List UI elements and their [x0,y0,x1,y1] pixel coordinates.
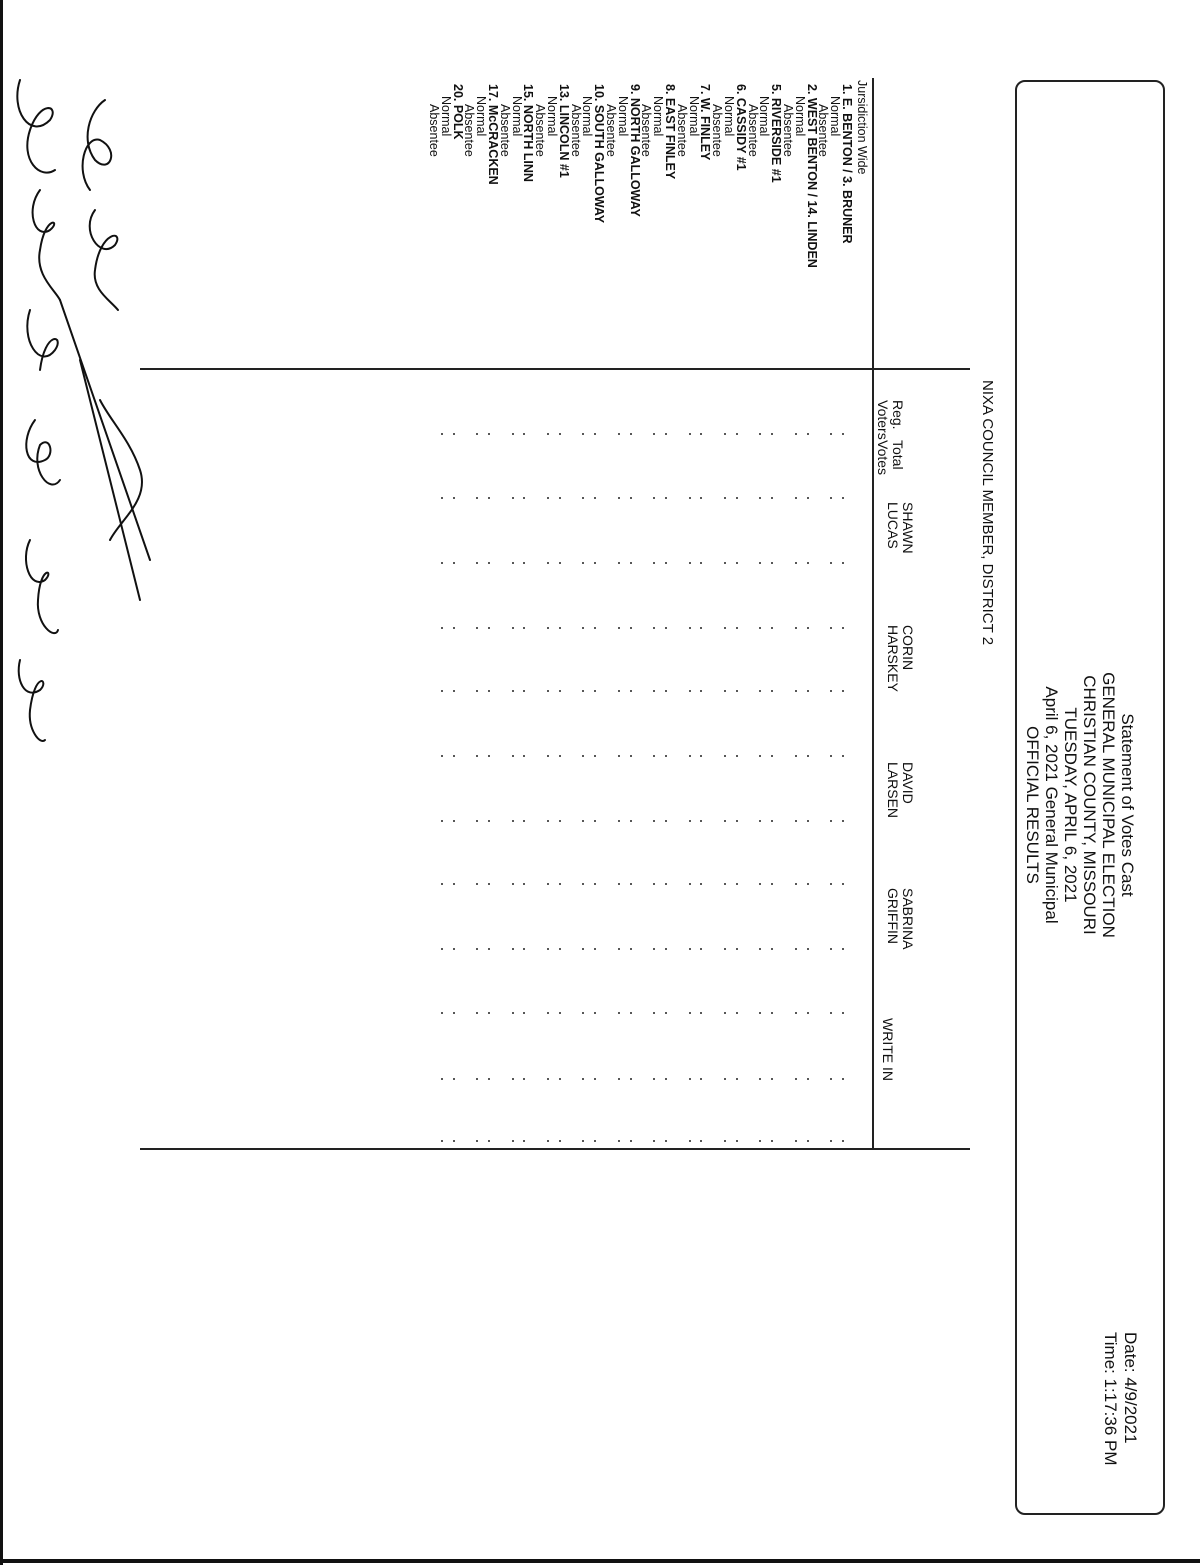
column-header-line: WRITE IN [880,1018,896,1081]
title-line: April 6, 2021 General Municipal [1042,686,1061,924]
precinct-label: 7. W. FINLEY [698,84,713,161]
vote-type-label: Normal [792,96,807,137]
column-header-line: Total [890,440,906,470]
report-date: Date: 4/9/2021 [1121,1332,1140,1444]
vote-type-label: Absentee [639,104,654,157]
precinct-label: 2. WEST BENTON / 14. LINDEN [804,84,819,268]
title-line: CHRISTIAN COUNTY, MISSOURI [1080,675,1099,935]
vote-type-label: Absentee [427,104,441,157]
vote-type-label: Normal [615,96,630,137]
vote-type-label: Absentee [568,104,583,157]
column-header-line: DAVID [900,762,916,804]
column-header-line: SABRINA [900,888,916,950]
vote-type-label: Normal [545,96,559,137]
vote-type-label: Normal [828,96,843,137]
vote-type-label: Absentee [533,104,548,157]
vote-type-label: Normal [686,96,701,137]
column-header-line: Reg. [890,400,906,430]
column-header-line: LUCAS [885,502,901,549]
column-header-line: CORIN [900,625,916,671]
vote-type-label: Absentee [816,104,831,157]
title-line: OFFICIAL RESULTS [1023,726,1042,884]
precinct-label: 17. McCRACKEN [486,84,500,185]
column-header-line: Votes [875,440,891,476]
vote-type-label: Absentee [745,104,760,157]
column-header-line: LARSEN [885,762,901,819]
vote-type-label: Absentee [674,104,689,157]
column-header-line: SHAWN [900,502,916,554]
title-line: TUESDAY, APRIL 6, 2021 [1061,707,1080,903]
column-header-line: HARSKEY [885,625,901,692]
precinct-label: 9. NORTH GALLOWAY [627,84,642,217]
vote-type-label: Normal [474,96,489,137]
vote-type-label: Normal [722,96,736,137]
precinct-label: 10. SOUTH GALLOWAY [592,84,607,224]
precinct-label: 6. CASSIDY #1 [733,84,748,171]
title-line: GENERAL MUNICIPAL ELECTION [1099,672,1118,938]
vote-type-label: Normal [757,96,772,137]
precinct-label: 15. NORTH LINN [521,84,536,182]
precinct-label: 13. LINCOLN #1 [556,84,571,178]
title-line: Statement of Votes Cast [1118,713,1137,897]
vote-type-label: Absentee [497,104,512,157]
precinct-label: 5. RIVERSIDE #1 [769,84,784,183]
column-header-line: Voters [875,400,891,440]
column-header-line: GRIFFIN [885,888,901,944]
vote-type-label: Normal [509,96,524,137]
jurisdiction-header: Jursidiction Wide [855,80,869,175]
vote-type-label: Absentee [710,104,725,157]
vote-type-label: Absentee [462,104,477,157]
precinct-label: 1. E. BENTON / 3. BRUNER [840,84,854,244]
vote-type-label: Normal [438,96,453,137]
vote-type-label: Normal [651,96,666,137]
vote-type-label: Absentee [604,104,618,157]
precinct-label: 20. POLK [450,84,465,140]
precinct-label: 8. EAST FINLEY [663,84,677,180]
vote-type-label: Normal [580,96,595,137]
contest-title: NIXA COUNCIL MEMBER, DISTRICT 2 [979,380,996,646]
vote-type-label: Absentee [781,104,795,157]
report-time: Time: 1:17:36 PM [1101,1332,1120,1466]
